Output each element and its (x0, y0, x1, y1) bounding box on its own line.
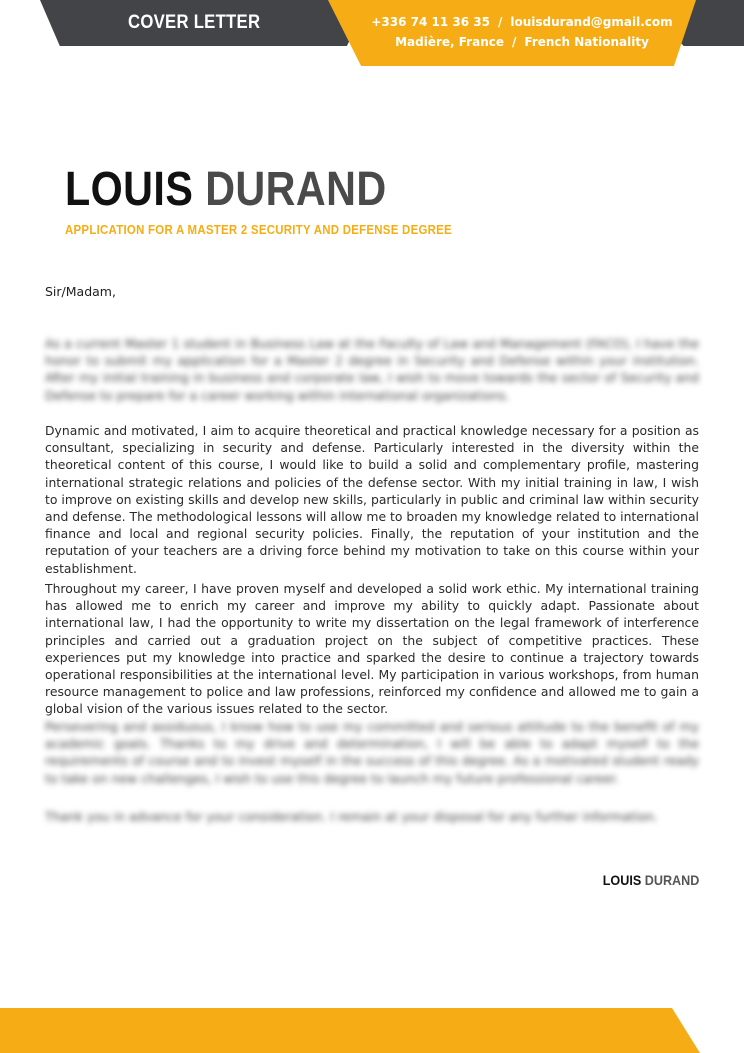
applicant-name (65, 164, 387, 216)
location: Madière, France (395, 35, 504, 49)
letter-paragraph-5: Thank you in advance for your consideration. I remain at your disposal for any further information. (45, 809, 658, 824)
signature-last-name: DURAND (644, 872, 699, 888)
letter-paragraph-1: As a current Master 1 student in Business Law at the Faculty of Law and Management (FACO), I have the honor to submit my application for a Master 2 degree in Security and Defense within your institution. After my initial training in business and corporate law, I wish to move towards the sector of Security and Defense to prepare for a career working within international organizations. (45, 336, 699, 403)
contact-separator: / (512, 35, 517, 49)
applicant-last-name: DURAND (205, 163, 387, 216)
email-address: louisdurand@gmail.com (510, 15, 673, 29)
nationality: French Nationality (524, 35, 649, 49)
applicant-first-name: LOUIS (65, 163, 194, 216)
phone-number: +336 74 11 36 35 (371, 15, 490, 29)
letter-paragraph-3: Throughout my career, I have proven myself and developed a solid work ethic. My international training has allowed me to enrich my career and improve my ability to quickly adapt. Passionate about international law, I had the opportunity to write my dissertation on the legal framework of interference principles and carried out a graduation project on the subject of competitive practices. These experiences put my knowledge into practice and sparked the desire to continue a trajectory towards operational responsibilities at the international level. My participation in various workshops, from human resource management to police and law professions, reinforced my confidence and allowed me to gain a global vision of the various issues related to the sector. (45, 581, 699, 717)
signature-first-name: LOUIS (602, 872, 641, 888)
salutation: Sir/Madam, (45, 284, 116, 299)
letter-paragraph-2: Dynamic and motivated, I aim to acquire theoretical and practical knowledge necessary for a position as consultant, specializing in security and defense. Particularly interested in the diversity within the theoretical content of this course, I would like to build a solid and complementary profile, mastering international strategic relations and policies of the defense sector. With my initial training in law, I wish to improve on existing skills and develop new skills, particularly in public and criminal law within security and defense. The methodological lessons will allow me to broaden my knowledge related to international finance and local and regional security policies. Finally, the reputation of your institution and the reputation of your teachers are a driving force behind my motivation to take on this course within your establishment. (45, 423, 700, 576)
header-accent-band (328, 0, 696, 66)
application-subtitle: APPLICATION FOR A MASTER 2 SECURITY AND DEFENSE DEGREE (65, 222, 452, 237)
document-type-title: COVER LETTER (128, 12, 261, 33)
signature (602, 872, 699, 888)
contact-line-1 (360, 15, 684, 29)
contact-line-2 (360, 35, 684, 49)
contact-separator: / (497, 15, 503, 29)
letter-paragraph-4: Persevering and assiduous, I know how to use my committed and serious attitude to the benefit of my academic goals. Thanks to my drive and determination, I will be able to adapt myself to the requirements of course and to invest myself in the success of this degree. As a motivated student ready to take on new challenges, I wish to use this degree to launch my future professional career. (45, 719, 699, 786)
footer-accent-bar (0, 1008, 700, 1053)
